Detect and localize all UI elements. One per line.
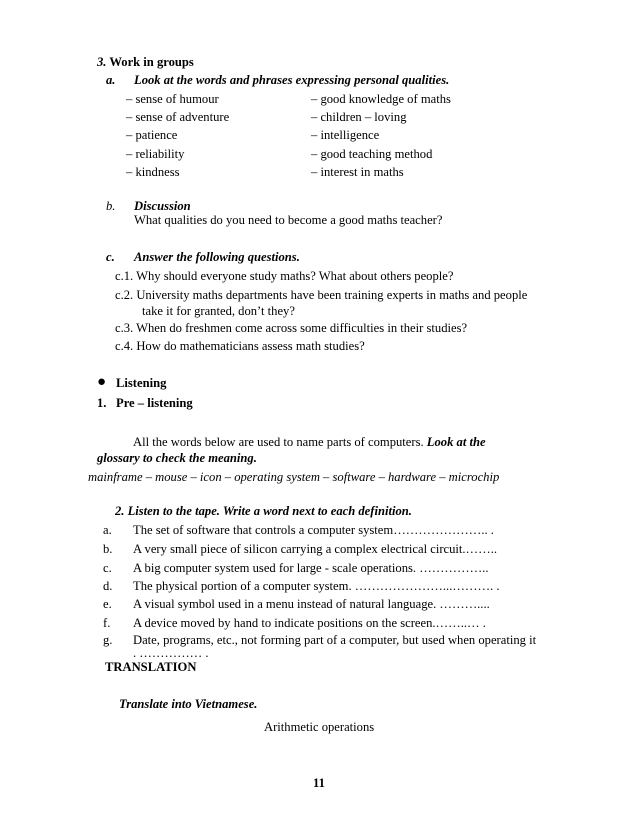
translation-subtitle: Arithmetic operations — [264, 720, 375, 734]
intro-bold-cont: glossary to check the meaning. — [97, 451, 257, 465]
definition-text: The physical portion of a computer system. …………………...………. . — [133, 579, 500, 593]
intro-plain: All the words below are used to name parts of computers. — [133, 435, 424, 449]
definition-letter: g. — [103, 633, 113, 647]
quality-right-4: – good teaching method — [311, 147, 433, 161]
definition-text: A big computer system used for large - scale operations. …………….. — [133, 561, 489, 575]
definition-text: A very small piece of silicon carrying a complex electrical circuit.…….. — [133, 542, 498, 556]
item-c-instruction: Answer the following questions. — [134, 250, 300, 264]
item-a-label: a. — [106, 73, 116, 87]
quality-right-3: – intelligence — [311, 128, 380, 142]
pre-listening-number: 1. — [97, 396, 107, 410]
question-c4: c.4. How do mathematicians assess math studies? — [115, 339, 365, 353]
page-number: 11 — [313, 776, 325, 790]
section-3-number: 3. — [97, 55, 107, 69]
intro-bold: Look at the — [426, 435, 486, 449]
item-c-label: c. — [106, 250, 115, 264]
question-c2-cont: take it for granted, don’t they? — [142, 304, 295, 318]
question-c1: c.1. Why should everyone study maths? What about others people? — [115, 269, 454, 283]
definition-letter: b. — [103, 542, 113, 556]
translation-instruction: Translate into Vietnamese. — [119, 697, 258, 711]
definition-letter: f. — [103, 616, 111, 630]
quality-left-5: – kindness — [126, 165, 180, 179]
quality-right-1: – good knowledge of maths — [311, 92, 451, 106]
question-c2: c.2. University maths departments have been training experts in maths and people — [115, 288, 528, 302]
definition-text: A device moved by hand to indicate positions on the screen.……..… . — [133, 616, 486, 630]
pre-listening-title: Pre – listening — [116, 396, 193, 410]
quality-left-1: – sense of humour — [126, 92, 219, 106]
bullet-icon: ● — [97, 374, 107, 390]
section-3-title: Work in groups — [106, 55, 194, 69]
definition-letter: a. — [103, 523, 112, 537]
translation-title: TRANSLATION — [105, 660, 197, 674]
quality-right-5: – interest in maths — [311, 165, 404, 179]
computer-word-list: mainframe – mouse – icon – operating system – software – hardware – microchip — [88, 470, 500, 484]
definition-letter: e. — [103, 597, 112, 611]
item-b-label: b. — [106, 199, 116, 213]
pre-listening-intro — [133, 435, 486, 449]
quality-left-4: – reliability — [126, 147, 185, 161]
quality-right-2: – children – loving — [311, 110, 407, 124]
definition-text: A visual symbol used in a menu instead of natural language. ……….... — [133, 597, 490, 611]
quality-left-3: – patience — [126, 128, 178, 142]
quality-left-2: – sense of adventure — [126, 110, 230, 124]
definition-letter: d. — [103, 579, 113, 593]
definition-g-cont: . …………… . — [133, 646, 209, 660]
item-a-instruction: Look at the words and phrases expressing personal qualities. — [134, 73, 450, 87]
question-c3: c.3. When do freshmen come across some difficulties in their studies? — [115, 321, 468, 335]
item-b-question: What qualities do you need to become a good maths teacher? — [134, 213, 443, 227]
definition-letter: c. — [103, 561, 112, 575]
section-3-heading — [97, 55, 194, 69]
listening-task-2: 2. Listen to the tape. Write a word next to each definition. — [115, 504, 412, 518]
listening-title: Listening — [116, 376, 167, 390]
item-b-title: Discussion — [134, 199, 191, 213]
definition-text: The set of software that controls a computer system………………….. . — [133, 523, 494, 537]
definition-text: Date, programs, etc., not forming part of a computer, but used when operating it — [133, 633, 537, 647]
